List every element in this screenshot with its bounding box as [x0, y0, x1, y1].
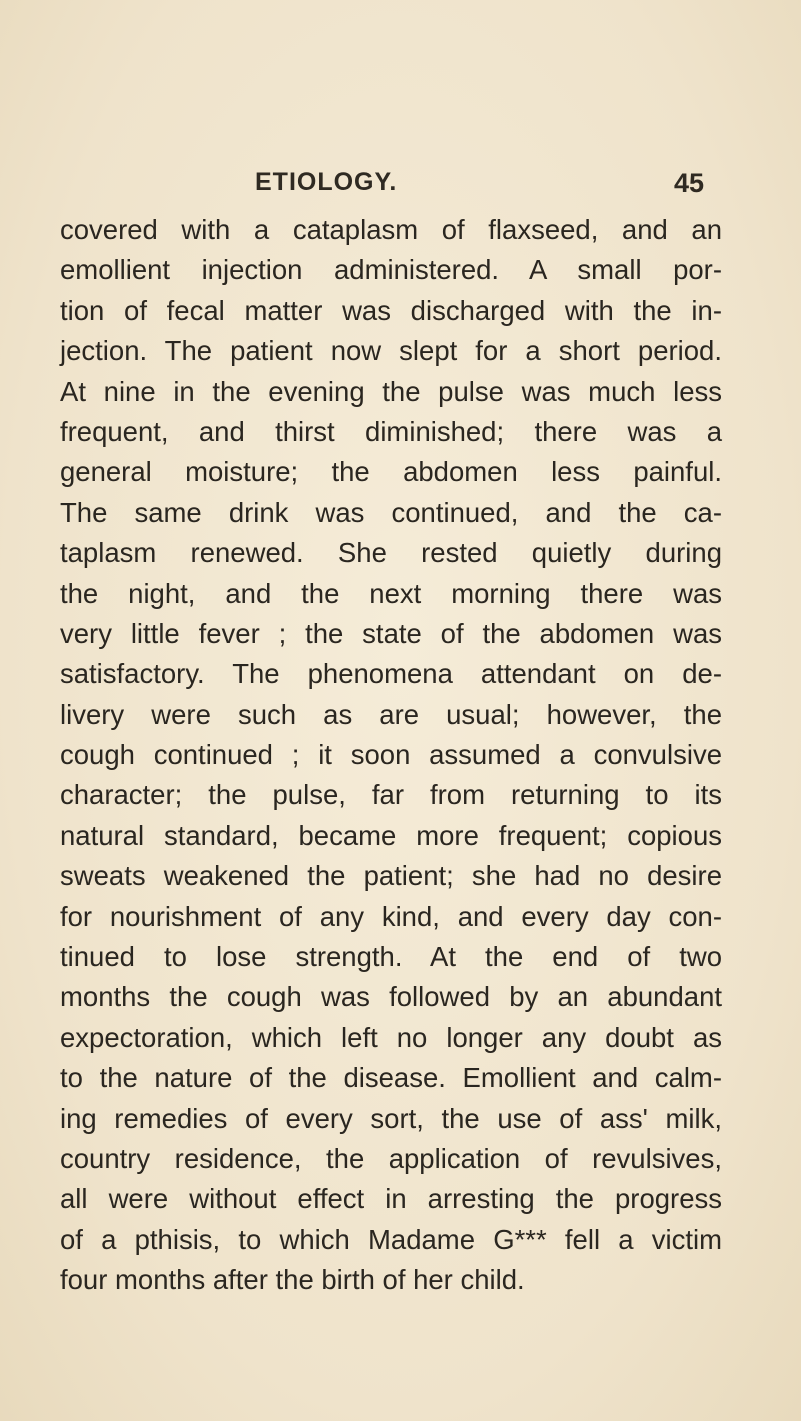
text-line: At nine in the evening the pulse was much less: [60, 375, 722, 407]
text-line: character; the pulse, far from returning to its: [60, 779, 722, 811]
text-line: general moisture; the abdomen less painful.: [60, 456, 722, 488]
text-line: expectoration, which left no longer any doubt as: [60, 1021, 722, 1053]
text-line: livery were such as are usual; however, the: [60, 698, 722, 730]
text-line: country residence, the application of revulsives,: [60, 1142, 722, 1174]
text-line: tinued to lose strength. At the end of two: [60, 941, 722, 973]
running-head: [60, 168, 722, 198]
text-line: frequent, and thirst diminished; there was a: [60, 415, 722, 447]
text-line: emollient injection administered. A small por-: [60, 254, 722, 286]
page-number: 45: [673, 168, 704, 198]
text-line: all were without effect in arresting the progress: [60, 1183, 722, 1215]
text-line: months the cough was followed by an abundant: [60, 981, 722, 1013]
text-line: covered with a cataplasm of flaxseed, and an: [60, 214, 722, 245]
text-line: taplasm renewed. She rested quietly during: [60, 537, 722, 569]
text-line: tion of fecal matter was discharged with the in-: [60, 294, 722, 326]
text-line: ing remedies of every sort, the use of ass' milk,: [60, 1102, 722, 1134]
text-line: natural standard, became more frequent; copious: [60, 819, 722, 851]
text-line: satisfactory. The phenomena attendant on de-: [60, 658, 722, 690]
text-line: of a pthisis, to which Madame G*** fell a victim: [60, 1223, 722, 1255]
chapter-title: ETIOLOGY.: [255, 168, 398, 196]
text-line: The same drink was continued, and the ca-: [60, 496, 722, 528]
text-line: cough continued ; it soon assumed a convulsive: [60, 739, 722, 771]
text-line: very little fever ; the state of the abdomen was: [60, 617, 722, 649]
text-line: to the nature of the disease. Emollient and calm-: [60, 1062, 722, 1094]
text-line: sweats weakened the patient; she had no desire: [60, 860, 722, 892]
text-line-last: four months after the birth of her child.: [60, 1264, 525, 1296]
body-text: [60, 210, 722, 1301]
text-line: the night, and the next morning there was: [60, 577, 722, 609]
text-line: jection. The patient now slept for a short period.: [60, 335, 722, 367]
text-line: for nourishment of any kind, and every day con-: [60, 900, 722, 932]
